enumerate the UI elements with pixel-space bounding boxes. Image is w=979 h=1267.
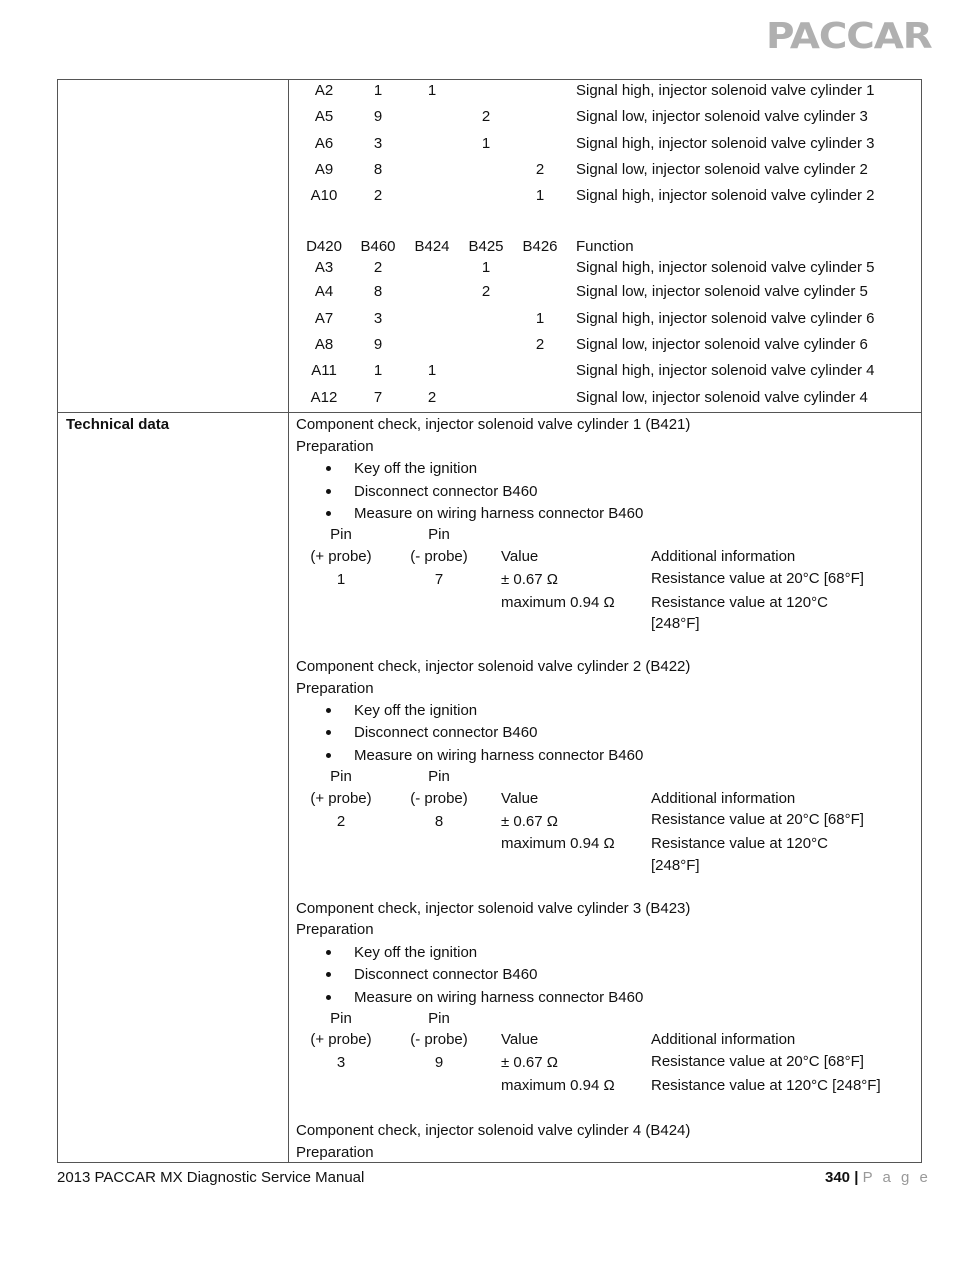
cell-b426: 2 — [535, 161, 545, 178]
pos-pin: 1 — [336, 571, 346, 588]
bullet-icon — [326, 972, 331, 977]
bullet-icon — [326, 950, 331, 955]
cell-d420: A3 — [314, 259, 334, 276]
info-header: Additional information — [651, 790, 796, 807]
preparation-label: Preparation — [296, 438, 374, 455]
cell-b425: 2 — [481, 108, 491, 125]
bullet-icon — [326, 466, 331, 471]
value-nominal: ± 0.67 Ω — [501, 813, 558, 830]
cell-b426: 1 — [535, 187, 545, 204]
value-max: maximum 0.94 Ω — [501, 1077, 615, 1094]
header-b424: B424 — [414, 238, 450, 255]
neg-pin: 9 — [434, 1054, 444, 1071]
info-max-cont: [248°F] — [651, 615, 700, 632]
cell-b460: 8 — [373, 161, 383, 178]
cell-d420: A9 — [314, 161, 334, 178]
cell-b460: 9 — [373, 336, 383, 353]
neg-pin: 7 — [434, 571, 444, 588]
value-max: maximum 0.94 Ω — [501, 835, 615, 852]
cell-b425: 2 — [481, 283, 491, 300]
bullet-text: Measure on wiring harness connector B460 — [354, 747, 644, 764]
bullet-icon — [326, 753, 331, 758]
info-nominal: Resistance value at 20°C [68°F] — [651, 811, 864, 828]
info-header: Additional information — [651, 548, 796, 565]
neg-pin: 8 — [434, 813, 444, 830]
info-max-cont: [248°F] — [651, 857, 700, 874]
bullet-icon — [326, 708, 331, 713]
cell-d420: A8 — [314, 336, 334, 353]
cell-b426: 1 — [535, 310, 545, 327]
cell-b424: 2 — [427, 389, 437, 406]
cell-function: Signal high, injector solenoid valve cylinder 3 — [576, 135, 875, 152]
pos-pin: 3 — [336, 1054, 346, 1071]
cell-b460: 3 — [373, 135, 383, 152]
preparation-label: Preparation — [296, 1144, 374, 1161]
cell-function: Signal high, injector solenoid valve cylinder 4 — [576, 362, 875, 379]
bullet-icon — [326, 511, 331, 516]
paccar-logo: PACCAR — [766, 16, 932, 57]
page-word: P a g e — [862, 1169, 931, 1186]
footer-page — [825, 1169, 931, 1186]
cell-d420: A4 — [314, 283, 334, 300]
check-title: Component check, injector solenoid valve cylinder 2 (B422) — [296, 658, 691, 675]
value-header: Value — [501, 1031, 539, 1048]
cell-b460: 1 — [373, 362, 383, 379]
preparation-label: Preparation — [296, 921, 374, 938]
pos-probe-header: (+ probe) — [310, 790, 372, 807]
column-divider — [288, 79, 289, 1163]
info-max: Resistance value at 120°C — [651, 594, 828, 611]
neg-probe-header: (- probe) — [410, 790, 468, 807]
cell-function: Signal low, injector solenoid valve cylinder 4 — [576, 389, 868, 406]
cell-b424: 1 — [427, 82, 437, 99]
cell-b425: 1 — [481, 135, 491, 152]
bullet-text: Disconnect connector B460 — [354, 483, 538, 500]
cell-function: Signal high, injector solenoid valve cylinder 5 — [576, 259, 875, 276]
value-nominal: ± 0.67 Ω — [501, 1054, 558, 1071]
cell-function: Signal low, injector solenoid valve cylinder 2 — [576, 161, 868, 178]
cell-function: Signal low, injector solenoid valve cylinder 6 — [576, 336, 868, 353]
cell-d420: A11 — [311, 362, 337, 379]
cell-b460: 2 — [373, 187, 383, 204]
header-d420: D420 — [306, 238, 342, 255]
bullet-text: Key off the ignition — [354, 944, 478, 961]
cell-b460: 1 — [373, 82, 383, 99]
pin-header: Pin — [428, 768, 450, 785]
pin-header: Pin — [330, 1010, 352, 1027]
info-max: Resistance value at 120°C [248°F] — [651, 1077, 881, 1094]
row-divider — [57, 412, 922, 413]
pin-header: Pin — [330, 526, 352, 543]
cell-b425: 1 — [481, 259, 491, 276]
page-number: 340 — [825, 1169, 851, 1186]
pin-header: Pin — [428, 1010, 450, 1027]
bullet-icon — [326, 730, 331, 735]
bullet-icon — [326, 995, 331, 1000]
header-function: Function — [576, 238, 634, 255]
cell-b460: 7 — [373, 389, 383, 406]
preparation-label: Preparation — [296, 680, 374, 697]
bullet-text: Key off the ignition — [354, 702, 478, 719]
bullet-text: Measure on wiring harness connector B460 — [354, 505, 644, 522]
cell-b426: 2 — [535, 336, 545, 353]
cell-d420: A10 — [310, 187, 338, 204]
pos-pin: 2 — [336, 813, 346, 830]
cell-d420: A2 — [314, 82, 334, 99]
neg-probe-header: (- probe) — [410, 548, 468, 565]
cell-function: Signal low, injector solenoid valve cylinder 3 — [576, 108, 868, 125]
footer-manual-title: 2013 PACCAR MX Diagnostic Service Manual — [57, 1169, 365, 1186]
check-title: Component check, injector solenoid valve cylinder 4 (B424) — [296, 1122, 691, 1139]
cell-function: Signal high, injector solenoid valve cylinder 6 — [576, 310, 875, 327]
cell-b460: 2 — [373, 259, 383, 276]
cell-function: Signal low, injector solenoid valve cylinder 5 — [576, 283, 868, 300]
header-b460: B460 — [360, 238, 396, 255]
cell-d420: A12 — [310, 389, 338, 406]
value-nominal: ± 0.67 Ω — [501, 571, 558, 588]
check-title: Component check, injector solenoid valve cylinder 1 (B421) — [296, 416, 691, 433]
bullet-text: Measure on wiring harness connector B460 — [354, 989, 644, 1006]
value-header: Value — [501, 548, 539, 565]
check-title: Component check, injector solenoid valve cylinder 3 (B423) — [296, 900, 691, 917]
bullet-text: Disconnect connector B460 — [354, 966, 538, 983]
bullet-text: Key off the ignition — [354, 460, 478, 477]
info-max: Resistance value at 120°C — [651, 835, 828, 852]
cell-d420: A6 — [314, 135, 334, 152]
page-separator: | — [854, 1169, 859, 1186]
bullet-text: Disconnect connector B460 — [354, 724, 538, 741]
header-b426: B426 — [522, 238, 558, 255]
pin-header: Pin — [428, 526, 450, 543]
cell-b460: 9 — [373, 108, 383, 125]
info-nominal: Resistance value at 20°C [68°F] — [651, 570, 864, 587]
cell-function: Signal high, injector solenoid valve cylinder 2 — [576, 187, 875, 204]
header-b425: B425 — [468, 238, 504, 255]
info-header: Additional information — [651, 1031, 796, 1048]
info-nominal: Resistance value at 20°C [68°F] — [651, 1053, 864, 1070]
value-max: maximum 0.94 Ω — [501, 594, 615, 611]
cell-d420: A5 — [314, 108, 334, 125]
pos-probe-header: (+ probe) — [310, 1031, 372, 1048]
pin-header: Pin — [330, 768, 352, 785]
pos-probe-header: (+ probe) — [310, 548, 372, 565]
cell-d420: A7 — [314, 310, 334, 327]
value-header: Value — [501, 790, 539, 807]
bullet-icon — [326, 489, 331, 494]
cell-b460: 3 — [373, 310, 383, 327]
cell-function: Signal high, injector solenoid valve cylinder 1 — [576, 82, 875, 99]
technical-data-label: Technical data — [66, 416, 170, 433]
cell-b460: 8 — [373, 283, 383, 300]
cell-b424: 1 — [427, 362, 437, 379]
neg-probe-header: (- probe) — [410, 1031, 468, 1048]
